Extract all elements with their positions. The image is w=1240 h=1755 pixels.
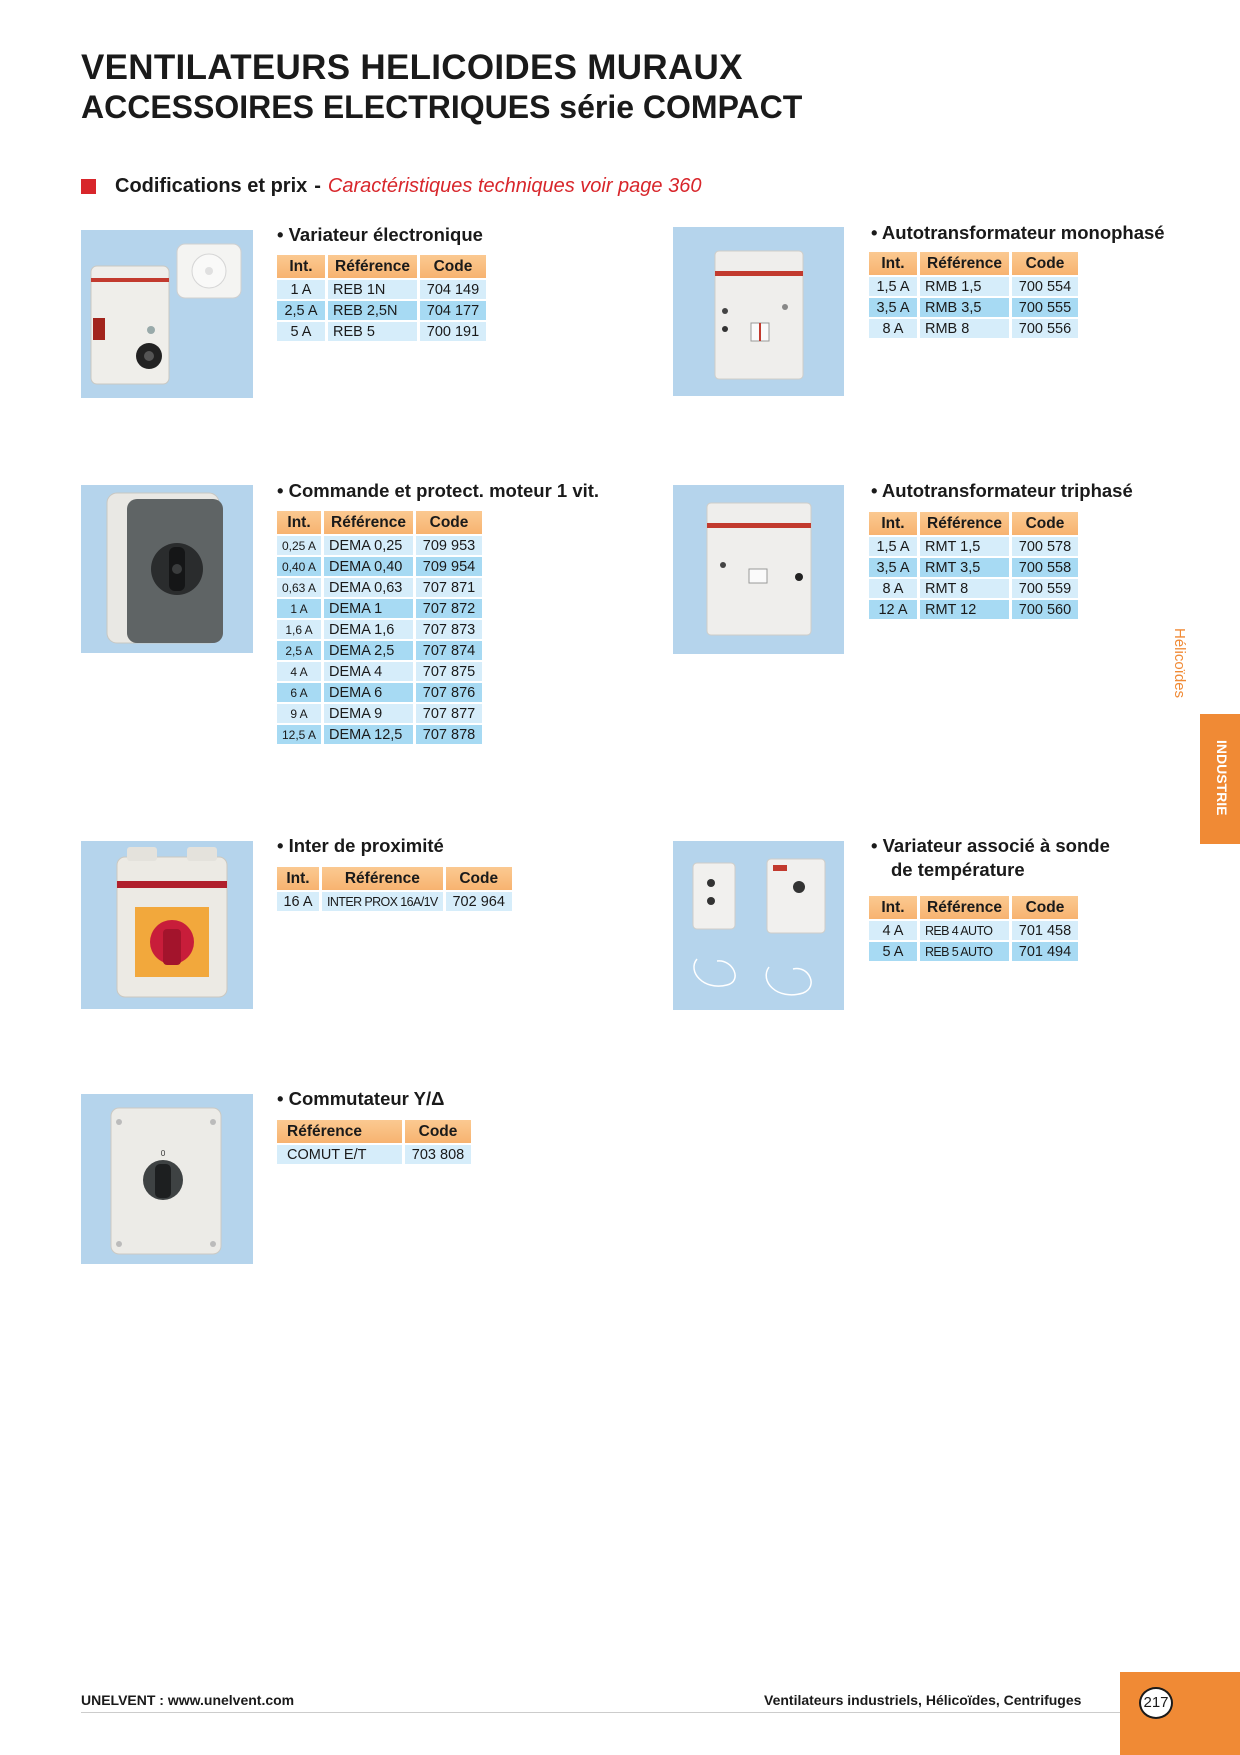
cell-code: 707 874 xyxy=(416,641,482,660)
cell-ref: REB 5 AUTO xyxy=(920,942,1009,961)
cell-ref: DEMA 1,6 xyxy=(324,620,413,639)
page-title: VENTILATEURS HELICOIDES MURAUX xyxy=(81,48,743,87)
cell-ref: DEMA 12,5 xyxy=(324,725,413,744)
cell-code: 707 875 xyxy=(416,662,482,681)
header-int: Int. xyxy=(869,512,917,535)
cell-int: 2,5 A xyxy=(277,641,321,660)
cell-code: 707 872 xyxy=(416,599,482,618)
cell-code: 700 554 xyxy=(1012,277,1078,296)
header-int: Int. xyxy=(277,255,325,278)
header-code: Code xyxy=(446,867,512,890)
header-int: Int. xyxy=(869,252,917,275)
header-code: Code xyxy=(1012,512,1078,535)
table-row xyxy=(277,641,482,660)
red-square-icon xyxy=(81,179,96,194)
cell-int: 3,5 A xyxy=(869,298,917,317)
cell-ref: REB 4 AUTO xyxy=(920,921,1009,940)
cell-ref: DEMA 2,5 xyxy=(324,641,413,660)
cell-int: 0,63 A xyxy=(277,578,321,597)
header-ref: Référence xyxy=(328,255,417,278)
commutateur-title: • Commutateur Y/Δ xyxy=(277,1088,445,1109)
cell-ref: COMUT E/T xyxy=(277,1145,402,1164)
mono-table xyxy=(866,250,1081,340)
table-row xyxy=(869,942,1078,961)
table-row xyxy=(277,536,482,555)
table-row xyxy=(869,319,1078,338)
cell-int: 5 A xyxy=(869,942,917,961)
sonde-table xyxy=(866,894,1081,963)
table-row xyxy=(277,620,482,639)
header-int: Int. xyxy=(277,511,321,534)
cell-int: 1,5 A xyxy=(869,277,917,296)
cell-code: 700 191 xyxy=(420,322,486,341)
cell-int: 16 A xyxy=(277,892,319,911)
cell-code: 709 954 xyxy=(416,557,482,576)
header-int: Int. xyxy=(869,896,917,919)
cell-ref: DEMA 1 xyxy=(324,599,413,618)
cell-ref: INTER PROX 16A/1V xyxy=(322,892,443,911)
table-row xyxy=(869,558,1078,577)
cell-code: 700 578 xyxy=(1012,537,1078,556)
cell-int: 12,5 A xyxy=(277,725,321,744)
table-row xyxy=(277,1145,471,1164)
cell-int: 0,40 A xyxy=(277,557,321,576)
header-ref: Référence xyxy=(277,1120,402,1143)
table-row xyxy=(869,298,1078,317)
commutateur-photo xyxy=(81,1094,253,1264)
sonde-photo xyxy=(673,841,844,1010)
table-row xyxy=(277,280,486,299)
cell-code: 707 877 xyxy=(416,704,482,723)
section-heading xyxy=(81,175,701,198)
cell-int: 12 A xyxy=(869,600,917,619)
cell-code: 700 555 xyxy=(1012,298,1078,317)
cell-int: 8 A xyxy=(869,579,917,598)
table-row xyxy=(277,557,482,576)
table-row xyxy=(277,704,482,723)
table-row xyxy=(277,322,486,341)
table-row xyxy=(277,301,486,320)
cell-code: 700 560 xyxy=(1012,600,1078,619)
table-row xyxy=(869,579,1078,598)
variateur-photo xyxy=(81,230,253,398)
section-label: Codifications et prix xyxy=(115,175,308,197)
cell-ref: REB 1N xyxy=(328,280,417,299)
cell-code: 707 873 xyxy=(416,620,482,639)
variateur-table xyxy=(274,253,489,343)
cell-code: 703 808 xyxy=(405,1145,471,1164)
inter-title: • Inter de proximité xyxy=(277,835,444,856)
mono-photo xyxy=(673,227,844,396)
cell-int: 0,25 A xyxy=(277,536,321,555)
cell-int: 4 A xyxy=(869,921,917,940)
cell-ref: RMT 3,5 xyxy=(920,558,1009,577)
header-code: Code xyxy=(420,255,486,278)
header-ref: Référence xyxy=(324,511,413,534)
table-row xyxy=(277,599,482,618)
cell-code: 702 964 xyxy=(446,892,512,911)
cell-int: 6 A xyxy=(277,683,321,702)
header-ref: Référence xyxy=(920,252,1009,275)
tri-photo xyxy=(673,485,844,654)
table-row xyxy=(277,662,482,681)
cell-int: 2,5 A xyxy=(277,301,325,320)
cell-ref: DEMA 9 xyxy=(324,704,413,723)
cell-int: 1 A xyxy=(277,280,325,299)
mono-title: • Autotransformateur monophasé xyxy=(871,222,1165,243)
side-tab-label: INDUSTRIE xyxy=(1214,740,1230,816)
cell-code: 700 559 xyxy=(1012,579,1078,598)
cell-ref: DEMA 0,25 xyxy=(324,536,413,555)
cell-code: 707 878 xyxy=(416,725,482,744)
sonde-title-line2: de température xyxy=(891,859,1025,880)
header-code: Code xyxy=(1012,252,1078,275)
sonde-title xyxy=(871,834,1110,882)
header-code: Code xyxy=(405,1120,471,1143)
commutateur-table xyxy=(274,1118,474,1166)
footer-caption: Ventilateurs industriels, Hélicoïdes, Centrifuges xyxy=(764,1692,1082,1708)
page-number: 217 xyxy=(1139,1687,1173,1719)
cell-int: 1,6 A xyxy=(277,620,321,639)
cell-code: 704 149 xyxy=(420,280,486,299)
table-row xyxy=(869,921,1078,940)
tri-title: • Autotransformateur triphasé xyxy=(871,480,1133,501)
section-separator: - xyxy=(314,175,321,197)
header-ref: Référence xyxy=(920,896,1009,919)
cell-ref: DEMA 4 xyxy=(324,662,413,681)
cell-code: 704 177 xyxy=(420,301,486,320)
cell-code: 709 953 xyxy=(416,536,482,555)
cell-code: 707 871 xyxy=(416,578,482,597)
cell-ref: DEMA 6 xyxy=(324,683,413,702)
footer-website: UNELVENT : www.unelvent.com xyxy=(81,1692,295,1708)
table-row xyxy=(869,600,1078,619)
cell-int: 5 A xyxy=(277,322,325,341)
section-note: Caractéristiques techniques voir page 360 xyxy=(327,175,702,197)
cell-code: 700 556 xyxy=(1012,319,1078,338)
side-tab xyxy=(1200,714,1240,844)
cell-code: 707 876 xyxy=(416,683,482,702)
header-int: Int. xyxy=(277,867,319,890)
cell-int: 3,5 A xyxy=(869,558,917,577)
commande-photo xyxy=(81,485,253,653)
cell-ref: RMT 8 xyxy=(920,579,1009,598)
cell-ref: REB 2,5N xyxy=(328,301,417,320)
cell-ref: RMB 8 xyxy=(920,319,1009,338)
cell-ref: RMB 1,5 xyxy=(920,277,1009,296)
cell-code: 700 558 xyxy=(1012,558,1078,577)
page-tab xyxy=(1120,1672,1240,1755)
table-row xyxy=(277,683,482,702)
svg-text:0: 0 xyxy=(160,1149,166,1158)
commande-title: • Commande et protect. moteur 1 vit. xyxy=(277,480,600,501)
page-subtitle: ACCESSOIRES ELECTRIQUES série COMPACT xyxy=(81,89,803,125)
cell-int: 1,5 A xyxy=(869,537,917,556)
cell-int: 8 A xyxy=(869,319,917,338)
table-row xyxy=(277,892,512,911)
inter-table xyxy=(274,865,515,913)
cell-ref: DEMA 0,63 xyxy=(324,578,413,597)
footer-divider xyxy=(81,1712,1121,1713)
header-ref: Référence xyxy=(322,867,443,890)
sonde-title-line1: • Variateur associé à sonde xyxy=(871,835,1110,856)
cell-code: 701 494 xyxy=(1012,942,1078,961)
table-row xyxy=(277,725,482,744)
header-code: Code xyxy=(1012,896,1078,919)
header-code: Code xyxy=(416,511,482,534)
variateur-title: • Variateur électronique xyxy=(277,224,483,245)
cell-int: 4 A xyxy=(277,662,321,681)
commande-table xyxy=(274,509,485,746)
cell-ref: REB 5 xyxy=(328,322,417,341)
cell-int: 1 A xyxy=(277,599,321,618)
tri-table xyxy=(866,510,1081,621)
table-row xyxy=(869,537,1078,556)
cell-ref: DEMA 0,40 xyxy=(324,557,413,576)
inter-photo xyxy=(81,841,253,1009)
cell-ref: RMT 1,5 xyxy=(920,537,1009,556)
header-ref: Référence xyxy=(920,512,1009,535)
cell-ref: RMT 12 xyxy=(920,600,1009,619)
cell-code: 701 458 xyxy=(1012,921,1078,940)
cell-int: 9 A xyxy=(277,704,321,723)
side-category-label: Hélicoïdes xyxy=(1171,628,1188,699)
table-row xyxy=(869,277,1078,296)
cell-ref: RMB 3,5 xyxy=(920,298,1009,317)
table-row xyxy=(277,578,482,597)
